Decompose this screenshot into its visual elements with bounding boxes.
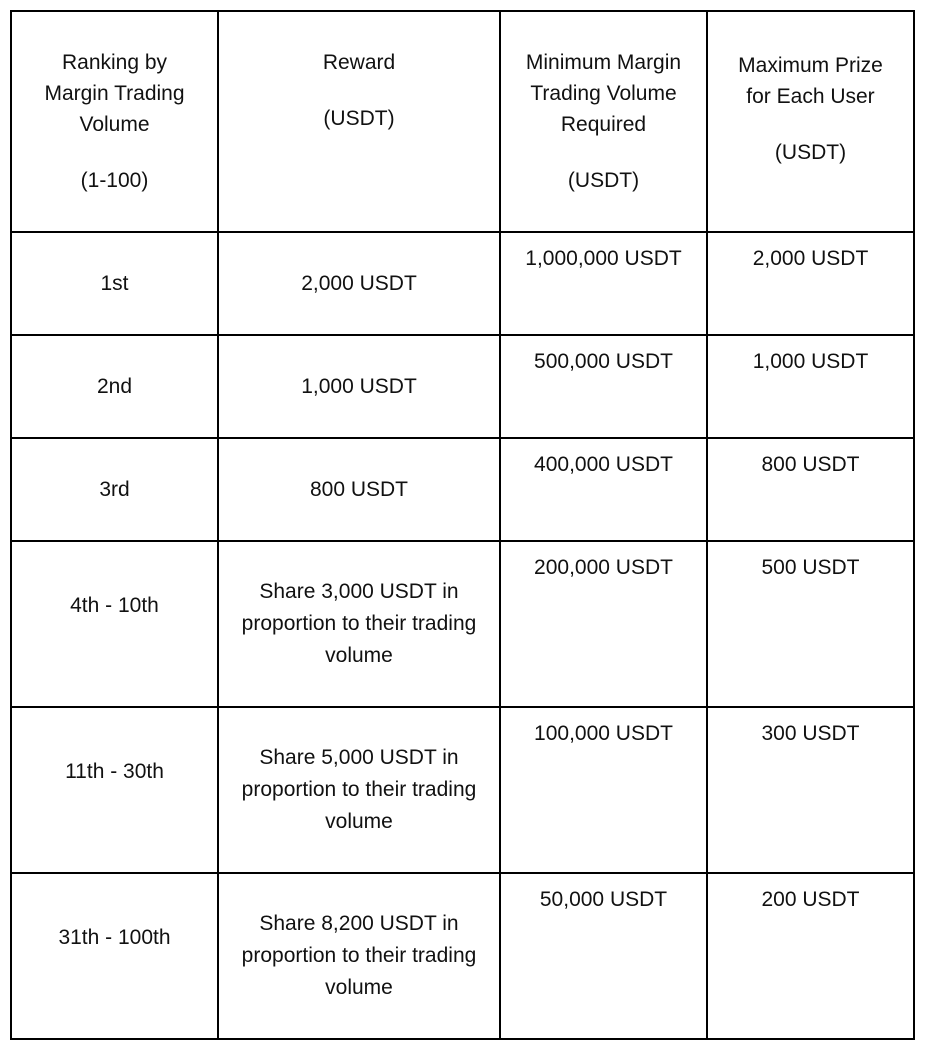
header-ranking-line-1: Ranking by [61, 51, 168, 74]
header-reward-line-1: Reward [322, 51, 396, 74]
reward-cell [218, 707, 500, 873]
minimum-volume-value: 1,000,000 USDT [525, 247, 682, 270]
header-maximum-prize [707, 11, 914, 232]
rank-cell [11, 707, 218, 873]
maximum-prize-cell [707, 873, 914, 1039]
header-minimum-line-1: Minimum Margin [525, 51, 682, 74]
rank-cell [11, 541, 218, 707]
rank-value: 11th - 30th [65, 760, 164, 783]
reward-value: Share 8,200 USDT in proportion to their trading volume [241, 912, 477, 999]
table-row [11, 707, 914, 873]
reward-cell: 1,000 USDT [218, 335, 500, 438]
minimum-volume-cell [500, 541, 707, 707]
header-reward-sub: (USDT) [323, 107, 395, 130]
header-minimum-sub: (USDT) [567, 169, 640, 192]
maximum-prize-cell [707, 438, 914, 541]
rank-cell: 3rd [11, 438, 218, 541]
rank-cell [11, 873, 218, 1039]
header-maximum-line-1: Maximum Prize [738, 54, 883, 77]
header-ranking [11, 11, 218, 232]
header-ranking-line-3: Volume [79, 113, 150, 136]
reward-cell: 800 USDT [218, 438, 500, 541]
header-minimum-volume [500, 11, 707, 232]
minimum-volume-cell [500, 232, 707, 335]
table-row [11, 873, 914, 1039]
header-maximum-line-2: for Each User [746, 85, 875, 108]
header-minimum-line-3: Required [560, 113, 647, 136]
minimum-volume-cell [500, 873, 707, 1039]
maximum-prize-value: 2,000 USDT [752, 247, 869, 270]
minimum-volume-value: 400,000 USDT [534, 453, 673, 476]
minimum-volume-value: 100,000 USDT [534, 722, 673, 745]
reward-cell: 2,000 USDT [218, 232, 500, 335]
rank-value: 4th - 10th [70, 594, 159, 617]
header-minimum-line-2: Trading Volume [530, 82, 677, 105]
minimum-volume-value: 200,000 USDT [534, 556, 673, 579]
header-ranking-line-2: Margin Trading [44, 82, 185, 105]
rank-value: 31th - 100th [58, 926, 171, 949]
table-row [11, 232, 914, 335]
minimum-volume-value: 50,000 USDT [539, 888, 668, 911]
minimum-volume-cell [500, 438, 707, 541]
reward-value: Share 3,000 USDT in proportion to their trading volume [241, 580, 477, 667]
header-maximum-sub: (USDT) [774, 141, 847, 164]
table-row [11, 335, 914, 438]
maximum-prize-value: 200 USDT [761, 888, 860, 911]
reward-cell [218, 541, 500, 707]
maximum-prize-value: 800 USDT [761, 453, 860, 476]
header-reward [218, 11, 500, 232]
maximum-prize-value: 500 USDT [761, 556, 860, 579]
maximum-prize-cell [707, 541, 914, 707]
maximum-prize-cell [707, 707, 914, 873]
minimum-volume-cell [500, 335, 707, 438]
reward-cell [218, 873, 500, 1039]
rank-cell: 2nd [11, 335, 218, 438]
maximum-prize-cell [707, 232, 914, 335]
rank-cell: 1st [11, 232, 218, 335]
header-row [11, 11, 914, 232]
reward-table [10, 10, 915, 1040]
maximum-prize-value: 1,000 USDT [752, 350, 869, 373]
reward-value: Share 5,000 USDT in proportion to their trading volume [241, 746, 477, 833]
table-row [11, 438, 914, 541]
maximum-prize-value: 300 USDT [761, 722, 860, 745]
table-row [11, 541, 914, 707]
maximum-prize-cell [707, 335, 914, 438]
minimum-volume-cell [500, 707, 707, 873]
minimum-volume-value: 500,000 USDT [534, 350, 673, 373]
header-ranking-sub: (1-100) [80, 169, 149, 192]
